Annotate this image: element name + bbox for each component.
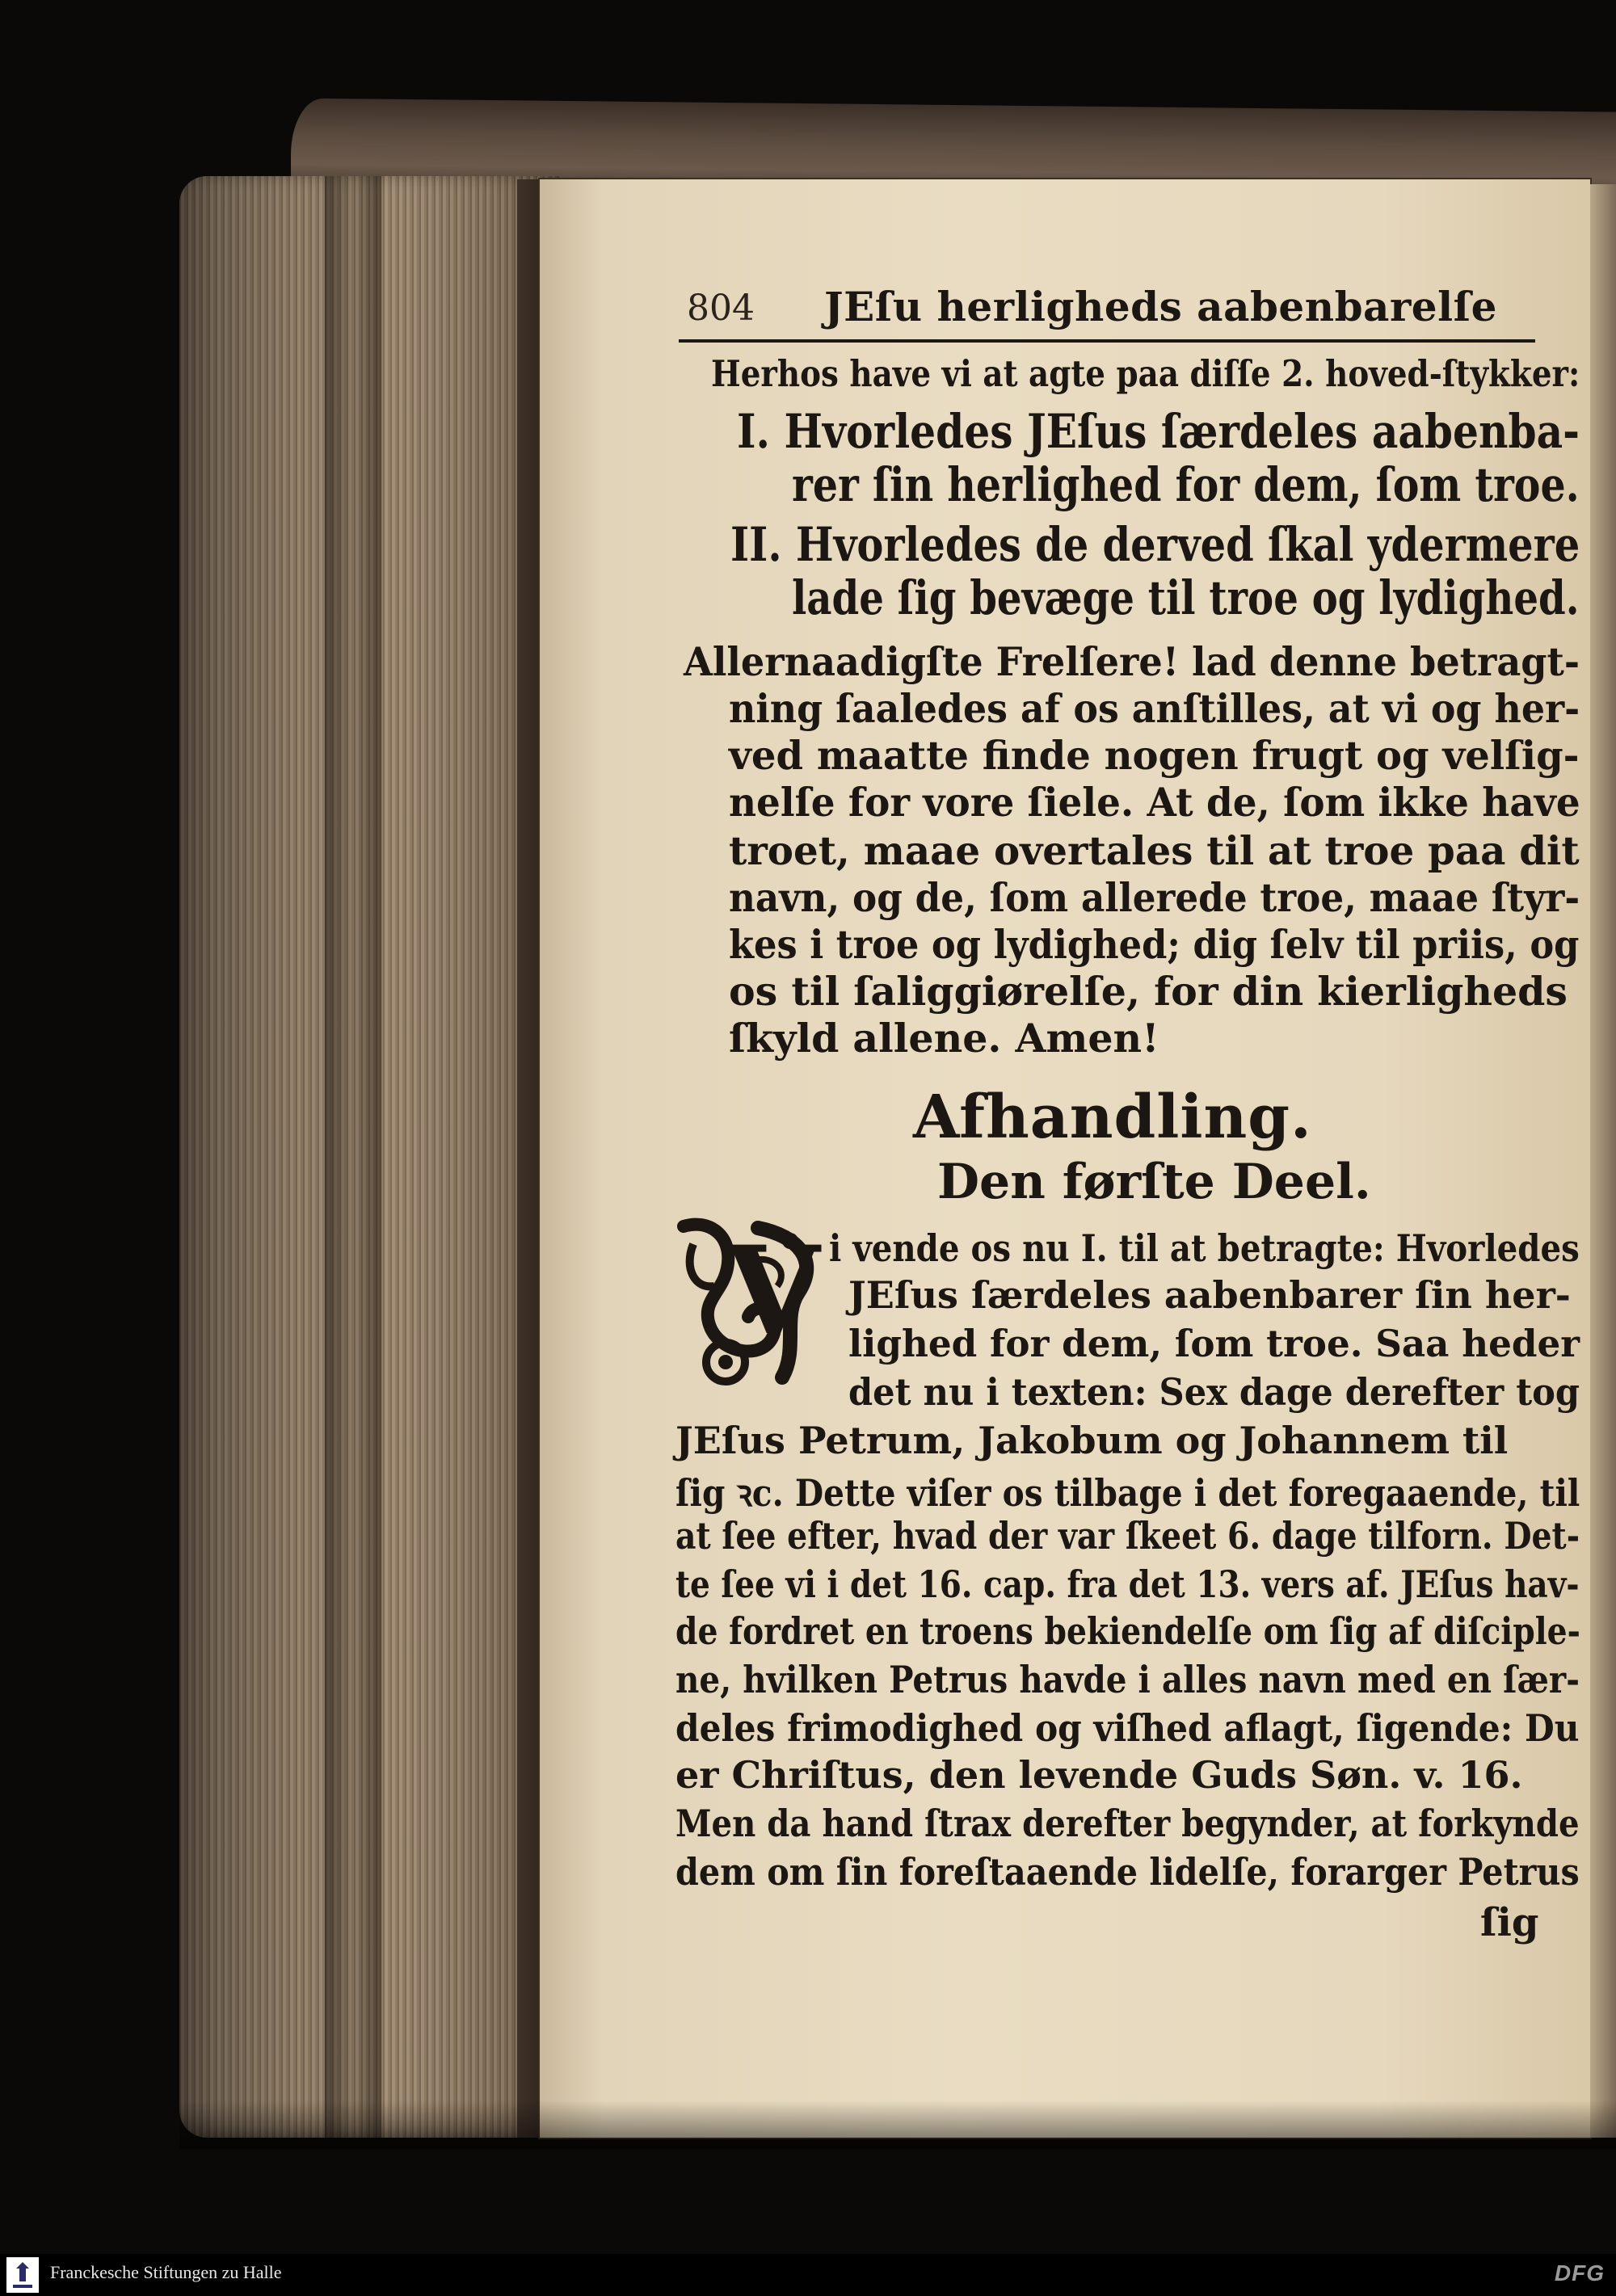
- prayer-line: Allernaadigſte Frelſere! lad denne betragt-: [684, 638, 1580, 685]
- catchword: ſig: [1480, 1900, 1539, 1945]
- body-line: er Chriſtus, den levende Guds Søn. v. 16.: [675, 1753, 1523, 1797]
- initial-letter: V: [726, 1220, 820, 1362]
- body-line: de fordret en troens bekiendelſe om ſig af diſciple-: [675, 1609, 1580, 1653]
- point-1-line-2: rer ſin herlighed for dem, ſom troe.: [792, 457, 1580, 512]
- section-subheading: Den førſte Deel.: [937, 1154, 1371, 1210]
- body-line: lighed for dem, ſom troe. Saa heder: [848, 1322, 1580, 1365]
- institution-name: Franckesche Stiftungen zu Halle: [50, 2262, 282, 2282]
- prayer-line: troet, maae overtales til at troe paa dit: [729, 827, 1580, 874]
- body-line: JEſus Petrum, Jakobum og Johannem til: [675, 1419, 1509, 1462]
- prayer-line: nelſe for vore ſiele. At de, ſom ikke have: [729, 779, 1580, 826]
- institution-logo-icon: [6, 2257, 39, 2293]
- footer-bar: [0, 2254, 1616, 2296]
- dfg-logo: DFG: [1554, 2260, 1605, 2285]
- running-title: JEſu herligheds aabenbarelſe: [824, 283, 1497, 330]
- body-line: i vende os nu I. til at betragte: Hvorledes: [829, 1226, 1580, 1270]
- point-2-line-1: II. Hvorledes de derved ſkal ydermere: [730, 517, 1580, 572]
- prayer-line: ved maatte finde nogen frugt og velſig-: [729, 732, 1580, 779]
- intro-line: Herhos have vi at agte paa diſſe 2. hoved-ſtykker:: [711, 352, 1580, 395]
- prayer-line: ſkyld allene. Amen!: [729, 1015, 1159, 1062]
- body-line: Men da hand ſtrax derefter begynder, at forkynde: [675, 1802, 1580, 1845]
- body-line: ne, hvilken Petrus havde i alles navn med en ſær-: [675, 1658, 1580, 1701]
- body-line: dem om ſin foreſtaaende lidelſe, forarger Petrus: [675, 1850, 1580, 1894]
- body-line: at ſee efter, hvad der var ſkeet 6. dage tilforn. Det-: [675, 1514, 1580, 1558]
- body-line: JEſus ſærdeles aabenbarer ſin her-: [848, 1273, 1571, 1317]
- running-header: [679, 283, 1535, 343]
- section-heading: Afhandling.: [913, 1083, 1312, 1152]
- page-edge-right: [1590, 184, 1616, 2138]
- prayer-line: ning ſaaledes af os anſtilles, at vi og her-: [729, 685, 1580, 732]
- body-line: te ſee vi i det 16. cap. fra det 13. vers af. JEſus hav-: [675, 1562, 1580, 1606]
- page-number: 804: [687, 288, 755, 329]
- page-block-edges: [179, 176, 559, 2138]
- point-2-line-2: lade ſig bevæge til troe og lydighed.: [792, 570, 1580, 625]
- point-1-line-1: I. Hvorledes JEſus ſærdeles aabenba-: [737, 404, 1580, 459]
- body-line: deles frimodighed og viſhed aflagt, ſigende: Du: [675, 1706, 1580, 1750]
- decorated-initial-v: [677, 1212, 824, 1394]
- prayer-line: kes i troe og lydighed; dig ſelv til priis, og: [729, 921, 1580, 968]
- prayer-line: navn, og de, ſom allerede troe, maae ſtyr-: [729, 874, 1580, 921]
- body-line: ſig ꝛc. Dette viſer os tilbage i det foregaaende, til: [675, 1471, 1580, 1515]
- body-line: det nu i texten: Sex dage derefter tog: [848, 1370, 1580, 1414]
- prayer-line: os til ſaliggiørelſe, for din kierligheds: [729, 968, 1568, 1015]
